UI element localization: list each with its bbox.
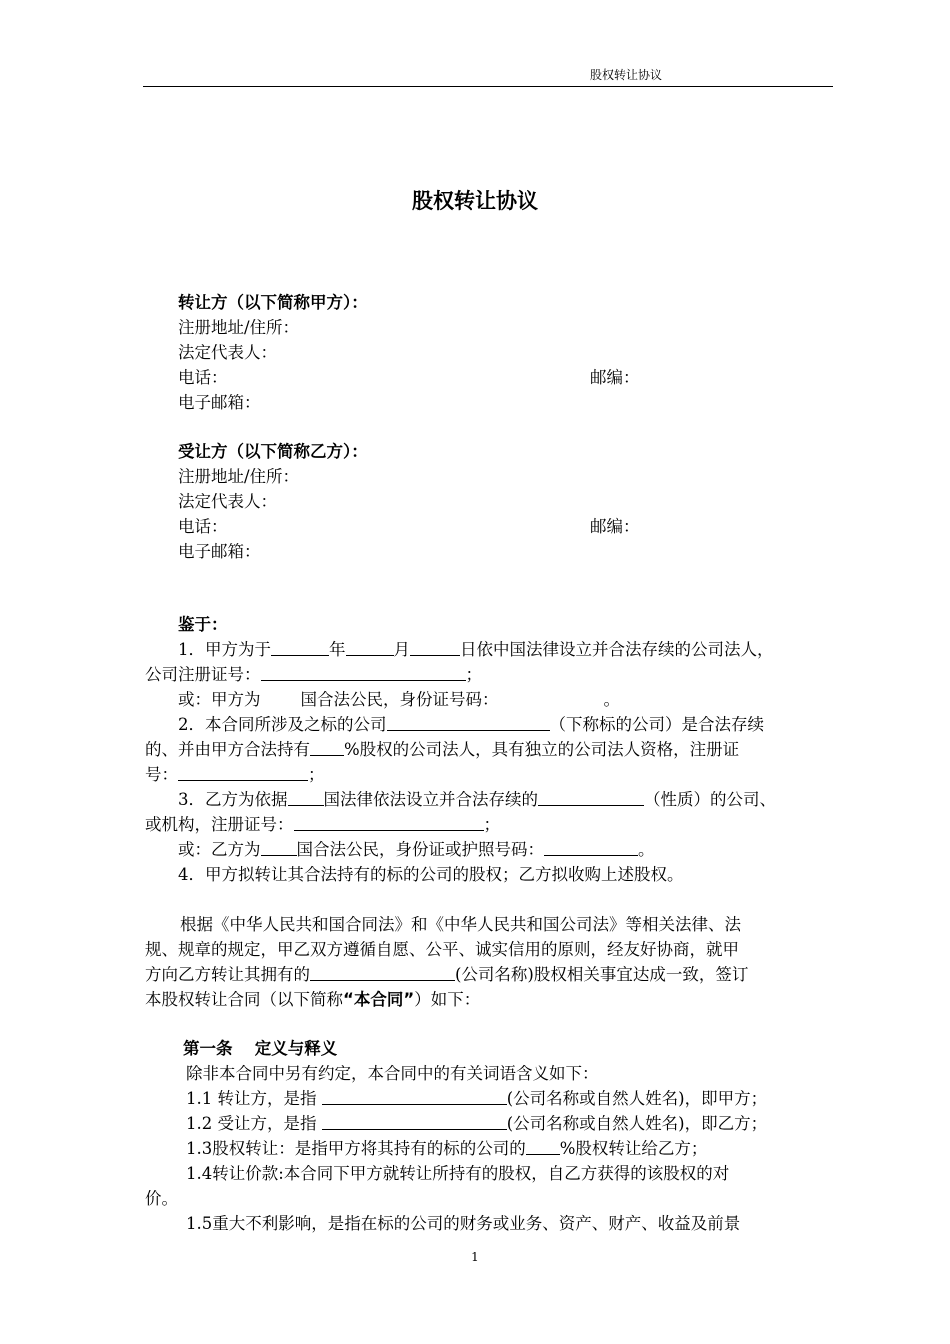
transferor-name-blank xyxy=(322,1088,507,1105)
whereas-heading: 鉴于： xyxy=(178,615,228,634)
reg-no-blank xyxy=(261,664,466,681)
definition-1-5: 1.5重大不利影响，是指在标的公司的财务或业务、资产、财产、收益及前景 xyxy=(186,1214,741,1233)
party-a-email-label: 电子邮箱： xyxy=(178,393,261,412)
party-b-phone-label: 电话： xyxy=(178,517,228,536)
party-a-heading: 转让方（以下简称甲方）： xyxy=(178,293,368,312)
preamble-line-4: 本股权转让合同（以下简称“本合同”）如下： xyxy=(145,990,481,1009)
article-1-intro: 除非本合同中另有约定，本合同中的有关词语含义如下： xyxy=(186,1064,599,1083)
party-a-rep-label: 法定代表人： xyxy=(178,343,277,362)
day-blank xyxy=(410,639,460,656)
citizen-country-blank xyxy=(261,839,297,856)
transferee-name-blank xyxy=(322,1113,507,1130)
party-b-heading: 受让方（以下简称乙方）： xyxy=(178,442,368,461)
whereas-recital-2: 2．本合同所涉及之标的公司 （下称标的公司）是合法存续 xyxy=(178,715,764,734)
preamble-line-3: 方向乙方转让其拥有的 (公司名称)股权相关事宜达成一致，签订 xyxy=(145,965,749,984)
whereas-recital-3-cont: 或机构，注册证号： ； xyxy=(145,815,500,834)
whereas-recital-2-cont: 的、并由甲方合法持有 %股权的公司法人，具有独立的公司法人资格，注册证 xyxy=(145,740,740,759)
definition-1-3: 1.3股权转让：是指甲方将其持有的标的公司的 %股权转让给乙方； xyxy=(186,1139,708,1158)
party-b-rep-label: 法定代表人： xyxy=(178,492,277,511)
target-reg-blank xyxy=(178,764,308,781)
whereas-recital-1-cont: 公司注册证号： ； xyxy=(145,665,482,684)
month-blank xyxy=(346,639,394,656)
nature-blank xyxy=(538,789,644,806)
transfer-percent-blank xyxy=(526,1138,560,1155)
whereas-recital-3-alt: 或：乙方为 国合法公民，身份证或护照号码： 。 xyxy=(178,840,655,859)
running-title: 股权转让协议 xyxy=(590,68,663,82)
definition-1-4: 1.4转让价款:本合同下甲方就转让所持有的股权，自乙方获得的该股权的对 xyxy=(186,1164,730,1183)
year-blank xyxy=(271,639,329,656)
company-name-blank xyxy=(310,964,455,981)
party-b-address-label: 注册地址/住所： xyxy=(178,467,300,486)
preamble-line-1: 根据《中华人民共和国合同法》和《中华人民共和国公司法》等相关法律、法 xyxy=(180,915,741,934)
article-1-heading: 第一条 定义与释义 xyxy=(183,1039,338,1058)
party-a-phone-label: 电话： xyxy=(178,368,228,387)
whereas-recital-1-alt: 或：甲方为 国合法公民，身份证号码： 。 xyxy=(178,690,620,709)
whereas-recital-1: 1．甲方为于 年 月 日依中国法律设立并合法存续的公司法人， xyxy=(178,640,774,659)
party-a-postcode-label: 邮编： xyxy=(590,368,640,387)
whereas-recital-4: 4．甲方拟转让其合法持有的标的公司的股权；乙方拟收购上述股权。 xyxy=(178,865,684,884)
party-b-reg-blank xyxy=(294,814,484,831)
page-header xyxy=(143,66,833,87)
target-company-blank xyxy=(387,714,550,731)
party-a-address-label: 注册地址/住所： xyxy=(178,318,300,337)
preamble-line-2: 规、规章的规定，甲乙双方遵循自愿、公平、诚实信用的原则，经友好协商，就甲 xyxy=(145,940,739,959)
document-title: 股权转让协议 xyxy=(412,189,538,213)
country-blank xyxy=(288,789,324,806)
whereas-recital-3: 3．乙方为依据 国法律依法设立并合法存续的 （性质）的公司、 xyxy=(178,790,776,809)
page-number: 1 xyxy=(471,1250,479,1264)
definition-1-4-cont: 价。 xyxy=(145,1189,178,1208)
party-b-postcode-label: 邮编： xyxy=(590,517,640,536)
passport-blank xyxy=(544,839,638,856)
definition-1-2: 1.2 受让方，是指 (公司名称或自然人姓名)，即乙方； xyxy=(186,1114,768,1133)
party-b-email-label: 电子邮箱： xyxy=(178,542,261,561)
definition-1-1: 1.1 转让方，是指 (公司名称或自然人姓名)，即甲方； xyxy=(186,1089,768,1108)
percent-blank xyxy=(310,739,344,756)
whereas-recital-2-end: 号： ； xyxy=(145,765,325,784)
